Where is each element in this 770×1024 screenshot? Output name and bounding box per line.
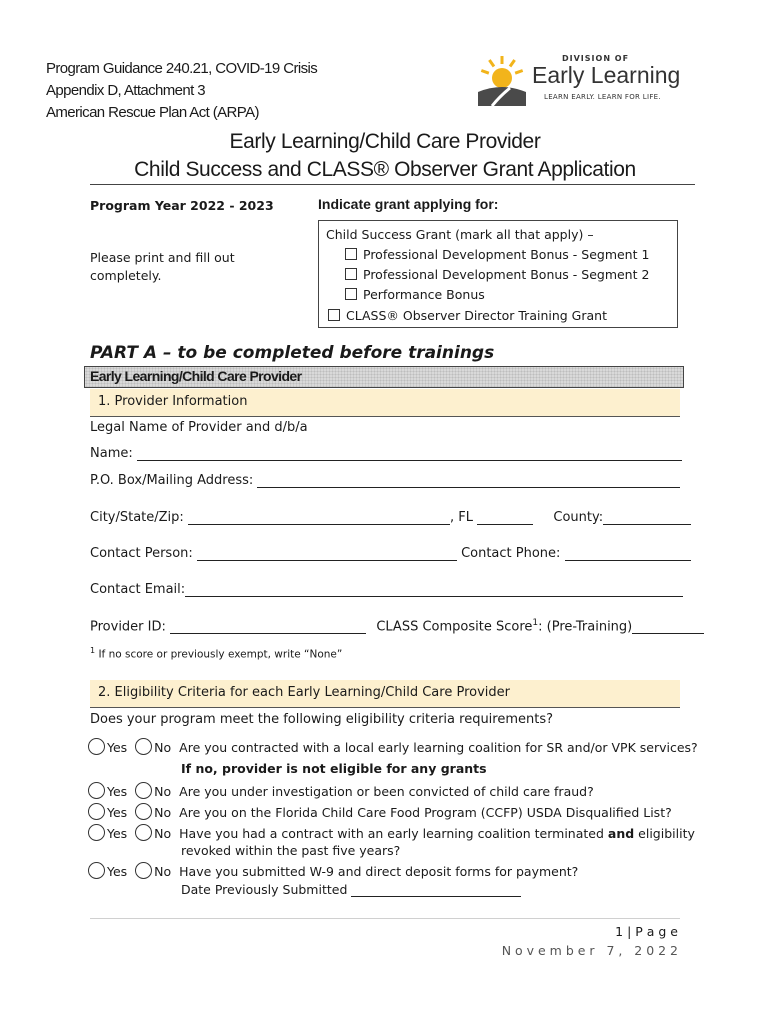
- po-box-row: [90, 473, 680, 488]
- po-box-label: P.O. Box/Mailing Address:: [90, 473, 254, 488]
- option-label: Performance Bonus: [363, 287, 485, 302]
- class-score-label: CLASS Composite Score: [376, 619, 533, 635]
- checkbox[interactable]: [345, 288, 357, 300]
- header-line-2: Appendix D, Attachment 3: [46, 82, 206, 99]
- provider-id-row: [90, 618, 704, 634]
- eligibility-q1: [88, 738, 698, 755]
- contact-person-label: Contact Person:: [90, 546, 193, 561]
- question-text-end: eligibility: [638, 826, 695, 841]
- section-2-title: 2. Eligibility Criteria for each Early Learning/Child Care Provider: [98, 685, 510, 700]
- title-divider: [90, 184, 695, 185]
- grant-option-pd-segment-1[interactable]: [345, 247, 649, 262]
- county-label: County:: [553, 510, 604, 525]
- no-label: No: [154, 864, 172, 879]
- yes-radio[interactable]: [88, 862, 105, 879]
- yes-radio[interactable]: [88, 824, 105, 841]
- footnote-text: If no score or previously exempt, write “None”: [98, 648, 343, 661]
- no-label: No: [154, 784, 172, 799]
- provider-id-field[interactable]: [170, 619, 366, 634]
- title-line-1: Early Learning/Child Care Provider: [229, 130, 541, 153]
- yes-radio[interactable]: [88, 782, 105, 799]
- part-a-title: PART A – to be completed before trainings: [90, 343, 495, 363]
- po-box-field[interactable]: [257, 473, 680, 488]
- yes-label: Yes: [107, 826, 128, 841]
- contact-phone-field[interactable]: [565, 546, 691, 561]
- contact-phone-label: Contact Phone:: [461, 546, 561, 561]
- question-text: Are you contracted with a local early learning coalition for SR and/or VPK services?: [179, 740, 698, 755]
- eligibility-intro: Does your program meet the following eligibility criteria requirements?: [90, 712, 554, 727]
- instructions-line-1: Please print and fill out: [90, 250, 235, 265]
- checkbox[interactable]: [345, 268, 357, 280]
- question-emphasis: and: [607, 826, 635, 841]
- yes-radio[interactable]: [88, 738, 105, 755]
- logo-tagline: LEARN EARLY. LEARN FOR LIFE.: [544, 93, 661, 101]
- checkbox[interactable]: [345, 248, 357, 260]
- eligibility-q2: [88, 782, 594, 799]
- no-label: No: [154, 740, 172, 755]
- program-year: Program Year 2022 - 2023: [90, 198, 274, 213]
- no-radio[interactable]: [135, 803, 152, 820]
- provider-id-label: Provider ID:: [90, 619, 166, 635]
- instructions-line-2: completely.: [90, 268, 162, 283]
- class-score-footnote-ref: 1: [532, 618, 539, 628]
- name-row: [90, 446, 680, 461]
- footer-divider: [90, 918, 680, 919]
- city-field[interactable]: [188, 510, 450, 525]
- question-text: Are you on the Florida Child Care Food Program (CCFP) USDA Disqualified List?: [179, 805, 672, 820]
- name-field[interactable]: [137, 446, 682, 461]
- yes-label: Yes: [107, 740, 128, 755]
- title-line-2: Child Success and CLASS® Observer Grant Application: [134, 158, 636, 181]
- date-submitted-row: [181, 882, 521, 897]
- grant-box-heading: Child Success Grant (mark all that apply) –: [326, 227, 594, 242]
- contact-email-label: Contact Email:: [90, 582, 186, 597]
- no-radio[interactable]: [135, 824, 152, 841]
- county-field[interactable]: [603, 510, 691, 525]
- grant-option-performance-bonus[interactable]: [345, 287, 485, 302]
- no-radio[interactable]: [135, 782, 152, 799]
- pre-training-label: : (Pre-Training): [538, 619, 633, 635]
- logo: [470, 50, 681, 112]
- class-score-field[interactable]: [632, 619, 704, 634]
- footer-date: N o v e m b e r 7 , 2 0 2 2: [501, 943, 678, 958]
- question-text: Have you had a contract with an early learning coalition terminated: [179, 826, 604, 841]
- eligibility-q5: [88, 862, 578, 879]
- zip-field[interactable]: [477, 510, 533, 525]
- contact-row: [90, 546, 691, 561]
- date-submitted-label: Date Previously Submitted: [181, 882, 348, 897]
- option-label: CLASS® Observer Director Training Grant: [346, 308, 607, 323]
- footnote: [90, 646, 342, 661]
- name-label: Name:: [90, 446, 133, 461]
- email-row: [90, 582, 683, 597]
- fl-label: , FL: [449, 510, 473, 525]
- no-radio[interactable]: [135, 738, 152, 755]
- section-1-header: [90, 389, 680, 417]
- contact-person-field[interactable]: [197, 546, 457, 561]
- header-line-3: American Rescue Plan Act (ARPA): [46, 104, 259, 121]
- section-2-header: [90, 680, 680, 708]
- question-text: Have you submitted W-9 and direct deposit forms for payment?: [179, 864, 579, 879]
- indicate-label: Indicate grant applying for:: [318, 196, 499, 212]
- yes-label: Yes: [107, 784, 128, 799]
- eligibility-q4-continued: revoked within the past five years?: [181, 843, 401, 858]
- no-label: No: [154, 826, 172, 841]
- yes-radio[interactable]: [88, 803, 105, 820]
- page-number: 1 | P a g e: [615, 924, 678, 939]
- no-label: No: [154, 805, 172, 820]
- eligibility-q1-note: If no, provider is not eligible for any grants: [181, 761, 487, 776]
- eligibility-q3: [88, 803, 672, 820]
- footnote-number: 1: [90, 646, 96, 655]
- city-label: City/State/Zip:: [90, 510, 184, 525]
- question-text: Are you under investigation or been convicted of child care fraud?: [179, 784, 594, 799]
- option-label: Professional Development Bonus - Segment 2: [363, 267, 650, 282]
- grant-option-class-observer[interactable]: [328, 308, 607, 323]
- header-line-1: Program Guidance 240.21, COVID-19 Crisis: [46, 60, 318, 77]
- city-row: [90, 510, 691, 525]
- sun-road-icon: [470, 52, 534, 110]
- date-submitted-field[interactable]: [351, 882, 521, 897]
- yes-label: Yes: [107, 805, 128, 820]
- logo-main-text: Early Learning: [532, 62, 681, 88]
- eligibility-q4: [88, 824, 695, 841]
- part-a-bar-label: Early Learning/Child Care Provider: [90, 368, 302, 384]
- legal-name-label: Legal Name of Provider and d/b/a: [90, 420, 308, 435]
- logo-top-text: DIVISION OF: [562, 54, 630, 63]
- yes-label: Yes: [107, 864, 128, 879]
- checkbox[interactable]: [328, 309, 340, 321]
- no-radio[interactable]: [135, 862, 152, 879]
- section-1-title: 1. Provider Information: [98, 394, 248, 409]
- part-a-bar: [84, 366, 684, 388]
- grant-options-box: [318, 220, 678, 328]
- grant-option-pd-segment-2[interactable]: [345, 267, 649, 282]
- option-label: Professional Development Bonus - Segment 1: [363, 247, 650, 262]
- contact-email-field[interactable]: [185, 582, 683, 597]
